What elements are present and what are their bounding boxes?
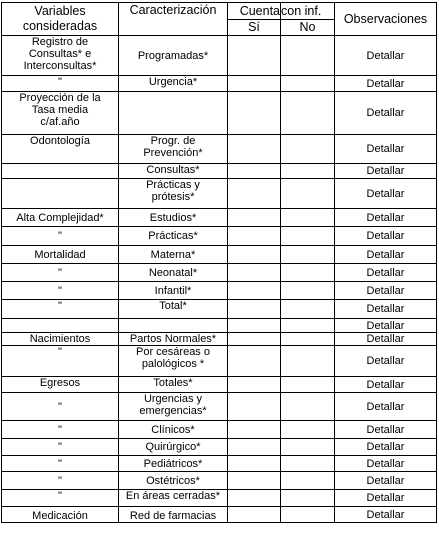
variable-cell: " xyxy=(2,439,119,456)
table-row xyxy=(2,209,437,227)
no-cell xyxy=(281,179,335,209)
table-row xyxy=(2,507,437,523)
table-row xyxy=(2,319,437,333)
variable-cell: Odontología xyxy=(2,135,119,164)
si-cell xyxy=(228,346,281,377)
caracterizacion-cell: Pediátricos* xyxy=(119,456,228,472)
variable-cell xyxy=(2,179,119,209)
si-cell xyxy=(228,490,281,507)
si-cell xyxy=(228,282,281,300)
table-row xyxy=(2,92,437,135)
si-cell xyxy=(228,472,281,490)
si-cell xyxy=(228,92,281,135)
caracterizacion-cell xyxy=(119,319,228,333)
variable-cell: " xyxy=(2,282,119,300)
si-cell xyxy=(228,333,281,346)
no-cell xyxy=(281,209,335,227)
observaciones-cell: Detallar xyxy=(335,36,437,76)
variable-cell: " xyxy=(2,346,119,377)
header-si: Sí xyxy=(228,20,281,36)
variable-cell: " xyxy=(2,227,119,246)
variable-cell: Medicación xyxy=(2,507,119,523)
no-cell xyxy=(281,227,335,246)
caracterizacion-cell: Red de farmacias xyxy=(119,507,228,523)
no-cell xyxy=(281,164,335,179)
caracterizacion-cell: Materna* xyxy=(119,246,228,264)
variables-table xyxy=(1,2,437,523)
observaciones-cell: Detallar xyxy=(335,346,437,377)
observaciones-cell: Detallar xyxy=(335,164,437,179)
observaciones-cell: Detallar xyxy=(335,490,437,507)
observaciones-cell: Detallar xyxy=(335,282,437,300)
variable-cell: Egresos xyxy=(2,377,119,393)
si-cell xyxy=(228,456,281,472)
si-cell xyxy=(228,246,281,264)
variable-cell: " xyxy=(2,300,119,319)
caracterizacion-cell: Consultas* xyxy=(119,164,228,179)
table-row xyxy=(2,472,437,490)
si-cell xyxy=(228,393,281,421)
variable-cell: Nacimientos xyxy=(2,333,119,346)
caracterizacion-cell: Programadas* xyxy=(119,36,228,76)
no-cell xyxy=(281,456,335,472)
header-caracterizacion: Caracterización xyxy=(119,3,228,36)
caracterizacion-cell: Por cesáreas o palológicos * xyxy=(119,346,228,377)
si-cell xyxy=(228,264,281,282)
caracterizacion-cell: Urgencia* xyxy=(119,76,228,92)
table-row xyxy=(2,490,437,507)
si-cell xyxy=(228,209,281,227)
no-cell xyxy=(281,76,335,92)
header-con-inf: con inf. xyxy=(281,3,335,20)
no-cell xyxy=(281,319,335,333)
no-cell xyxy=(281,346,335,377)
variable-cell: " xyxy=(2,490,119,507)
table-row xyxy=(2,282,437,300)
variable-cell: " xyxy=(2,421,119,439)
si-cell xyxy=(228,319,281,333)
observaciones-cell: Detallar xyxy=(335,377,437,393)
variable-cell: " xyxy=(2,76,119,92)
no-cell xyxy=(281,507,335,523)
observaciones-cell: Detallar xyxy=(335,421,437,439)
table-row xyxy=(2,300,437,319)
table-row xyxy=(2,36,437,76)
caracterizacion-cell: Prácticas y prótesis* xyxy=(119,179,228,209)
si-cell xyxy=(228,179,281,209)
caracterizacion-cell: Quirúrgico* xyxy=(119,439,228,456)
table-row xyxy=(2,377,437,393)
table-row xyxy=(2,227,437,246)
table-row xyxy=(2,135,437,164)
variable-cell: " xyxy=(2,472,119,490)
caracterizacion-cell: En áreas cerradas* xyxy=(119,490,228,507)
variable-cell: Proyección de la Tasa media c/af.año xyxy=(2,92,119,135)
caracterizacion-cell: Prácticas* xyxy=(119,227,228,246)
no-cell xyxy=(281,377,335,393)
table-row xyxy=(2,439,437,456)
variable-cell: " xyxy=(2,264,119,282)
observaciones-cell: Detallar xyxy=(335,92,437,135)
table-row xyxy=(2,421,437,439)
observaciones-cell: Detallar xyxy=(335,179,437,209)
caracterizacion-cell: Estudios* xyxy=(119,209,228,227)
table-row xyxy=(2,246,437,264)
variable-cell xyxy=(2,319,119,333)
table-row xyxy=(2,346,437,377)
observaciones-cell: Detallar xyxy=(335,333,437,346)
variable-cell: " xyxy=(2,393,119,421)
si-cell xyxy=(228,227,281,246)
caracterizacion-cell: Totales* xyxy=(119,377,228,393)
observaciones-cell: Detallar xyxy=(335,300,437,319)
si-cell xyxy=(228,377,281,393)
si-cell xyxy=(228,421,281,439)
observaciones-cell: Detallar xyxy=(335,76,437,92)
caracterizacion-cell: Ostétricos* xyxy=(119,472,228,490)
no-cell xyxy=(281,300,335,319)
caracterizacion-cell: Partos Normales* xyxy=(119,333,228,346)
no-cell xyxy=(281,92,335,135)
no-cell xyxy=(281,393,335,421)
caracterizacion-cell xyxy=(119,92,228,135)
observaciones-cell: Detallar xyxy=(335,264,437,282)
no-cell xyxy=(281,246,335,264)
caracterizacion-cell: Clínicos* xyxy=(119,421,228,439)
si-cell xyxy=(228,300,281,319)
caracterizacion-cell: Total* xyxy=(119,300,228,319)
header-cuenta: Cuenta xyxy=(228,3,281,20)
observaciones-cell: Detallar xyxy=(335,209,437,227)
table-row xyxy=(2,76,437,92)
si-cell xyxy=(228,135,281,164)
observaciones-cell: Detallar xyxy=(335,227,437,246)
table-row xyxy=(2,164,437,179)
header-observaciones: Observaciones xyxy=(335,3,437,36)
header-no: No xyxy=(281,20,335,36)
observaciones-cell: Detallar xyxy=(335,246,437,264)
caracterizacion-cell: Urgencias y emergencias* xyxy=(119,393,228,421)
no-cell xyxy=(281,36,335,76)
table-row xyxy=(2,393,437,421)
variable-cell: " xyxy=(2,456,119,472)
observaciones-cell: Detallar xyxy=(335,456,437,472)
no-cell xyxy=(281,439,335,456)
no-cell xyxy=(281,135,335,164)
no-cell xyxy=(281,264,335,282)
observaciones-cell: Detallar xyxy=(335,135,437,164)
caracterizacion-cell: Progr. de Prevención* xyxy=(119,135,228,164)
variable-cell xyxy=(2,164,119,179)
header-variables: Variables consideradas xyxy=(2,3,119,36)
variable-cell: Alta Complejidad* xyxy=(2,209,119,227)
no-cell xyxy=(281,333,335,346)
table-row xyxy=(2,333,437,346)
si-cell xyxy=(228,507,281,523)
observaciones-cell: Detallar xyxy=(335,393,437,421)
no-cell xyxy=(281,472,335,490)
observaciones-cell: Detallar xyxy=(335,319,437,333)
observaciones-cell: Detallar xyxy=(335,439,437,456)
si-cell xyxy=(228,439,281,456)
table-row xyxy=(2,456,437,472)
no-cell xyxy=(281,490,335,507)
caracterizacion-cell: Infantil* xyxy=(119,282,228,300)
si-cell xyxy=(228,164,281,179)
observaciones-cell: Detallar xyxy=(335,507,437,523)
table-row xyxy=(2,179,437,209)
si-cell xyxy=(228,36,281,76)
variable-cell: Registro de Consultas* e Interconsultas* xyxy=(2,36,119,76)
caracterizacion-cell: Neonatal* xyxy=(119,264,228,282)
table-body xyxy=(2,36,437,523)
si-cell xyxy=(228,76,281,92)
observaciones-cell: Detallar xyxy=(335,472,437,490)
no-cell xyxy=(281,282,335,300)
table-row xyxy=(2,264,437,282)
no-cell xyxy=(281,421,335,439)
variable-cell: Mortalidad xyxy=(2,246,119,264)
